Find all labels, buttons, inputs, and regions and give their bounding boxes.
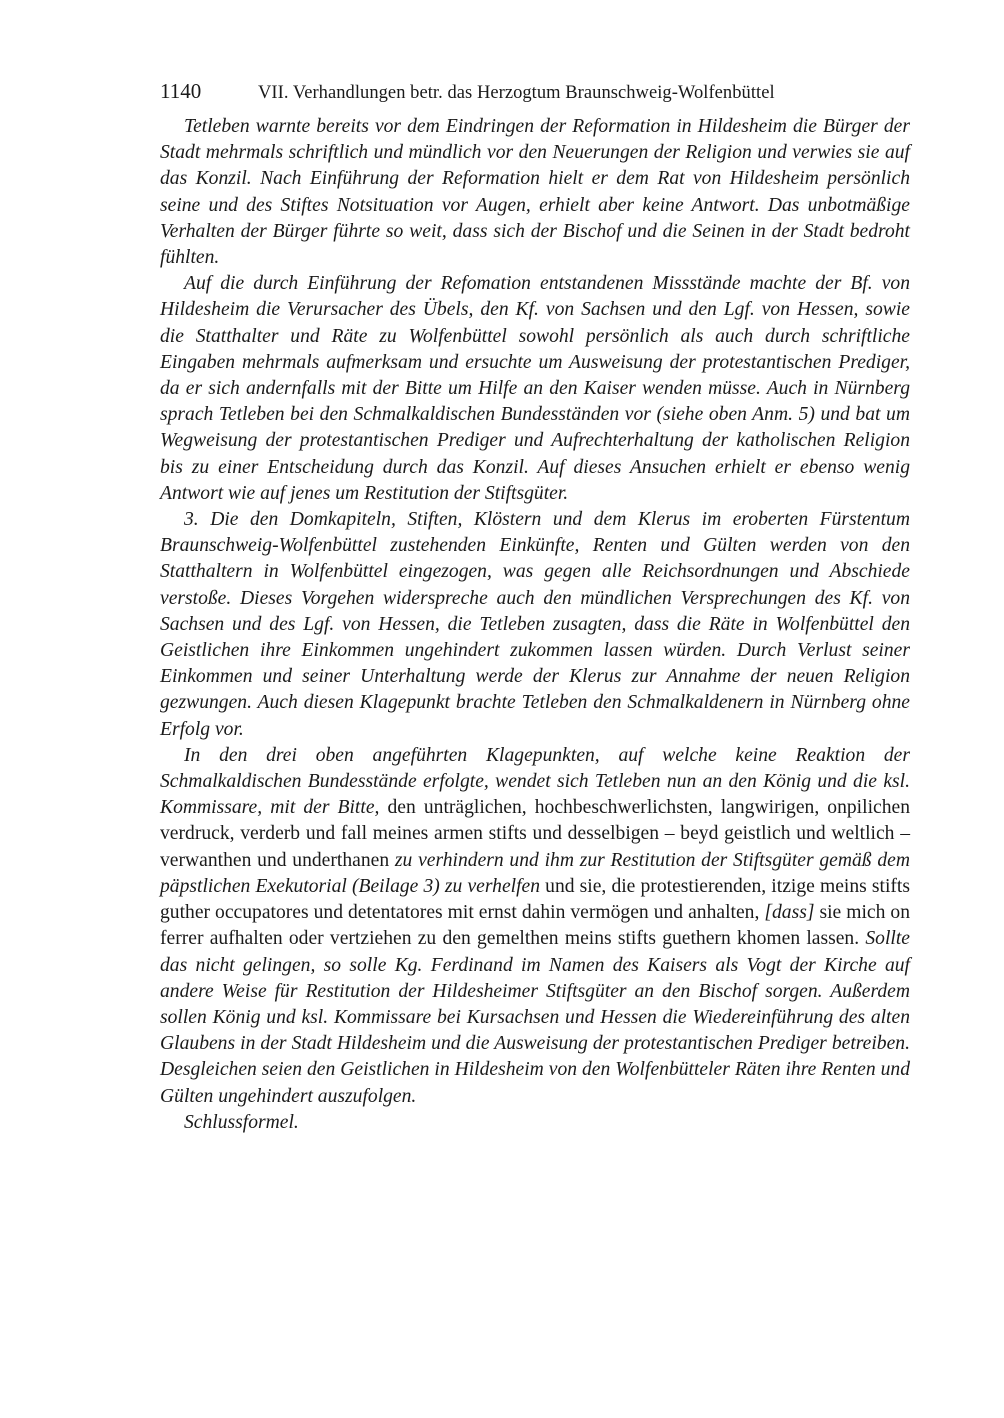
paragraph-4-editorial-insert: [dass] — [764, 902, 815, 924]
paragraph-2-text: Auf die durch Einführung der Refomation entstandenen Missstände machte der Bf. von Hildesheim die Verursacher des Übels, den Kf. von Sachsen und den Lgf. von Hessen, sowie die Statthalter und Räte zu Wolfenbüttel sowohl persönlich als auch durch schriftliche Eingaben mehrmals aufmerksam und ersuchte um Ausweisung der protestantischen Prediger, da er sich andernfalls mit der Bitte um Hilfe an den Kaiser wenden müsse. Auch in Nürnberg sprach Tetleben bei den Schmalkaldischen Bundesständen vor (siehe oben Anm. 5) und bat um Wegweisung der protestantischen Prediger und Aufrechterhaltung der katholischen Religion bis zu einer Entscheidung durch das Konzil. Auf dieses Ansuchen erhielt er ebenso wenig Antwort wie auf jenes um Restitution der Stiftsgüter. — [160, 273, 910, 504]
running-header — [160, 78, 910, 106]
paragraph-4 — [160, 743, 910, 1110]
paragraph-1-text: Tetleben warnte bereits vor dem Eindringen der Reformation in Hildesheim die Bürger der Stadt mehrmals schriftlich und mündlich vor den Neuerungen der Religion und verwies sie auf das Konzil. Nach Einführung der Reformation hielt er dem Rat von Hildesheim persönlich seine und des Stiftes Notsituation vor Augen, erhielt aber keine Antwort. Das unbotmäßige Verhalten der Bürger führte so weit, dass sich der Bischof und die Seinen in der Stadt bedroht fühlten. — [160, 116, 910, 269]
running-title: VII. Verhandlungen betr. das Herzogtum Braunschweig-Wolfenbüttel — [258, 83, 775, 103]
page-number: 1140 — [160, 79, 202, 103]
paragraph-4-quote-3: sie mich on ferrer aufhalten oder vertziehen zu den gemelthen meins stifts guethern khomen lassen. — [160, 902, 910, 950]
paragraph-4-summary-2: zu verhindern und ihm zur Restitution der Stiftsgüter gemäß dem päpstlichen Exekutorial (Beilage 3) zu verhelfen — [160, 849, 910, 897]
body-text — [160, 114, 910, 1136]
paragraph-3 — [160, 507, 910, 743]
paragraph-4-summary: In den drei oben angeführten Klagepunkten, auf welche keine Reaktion der Schmalkaldischen Bundesstände erfolgte, wendet sich Tetleben nun an den König und die ksl. Kommissare, mit der Bitte, — [160, 744, 910, 819]
paragraph-4-quote-2: und sie, die protestierenden, itzige meins stifts guther occupatores und detentatores mit ernst dahin vermögen und anhalten, — [160, 875, 910, 924]
paragraph-3-text: 3. Die den Domkapiteln, Stiften, Klöstern und dem Klerus im eroberten Fürstentum Braunschweig-Wolfenbüttel zustehenden Einkünfte, Renten und Gülten werden von den Statthaltern in Wolfenbüttel eingezogen, was gegen alle Reichsordnungen und Abschiede verstoße. Dieses Vorgehen widerspreche auch den mündlichen Versprechungen des Kf. von Sachsen und des Lgf. von Hessen, die Tetleben zusagten, dass die Räte in Wolfenbüttel den Geistlichen ihre Einkommen ungehindert zukommen lassen würden. Durch Verlust seiner Einkommen und seiner Unterhaltung werde der Klerus zur Annahme der neuen Religion gezwungen. Auch diesen Klagepunkt brachte Tetleben den Schmalkaldenern in Nürnberg ohne Erfolg vor. — [160, 509, 910, 740]
paragraph-2 — [160, 271, 910, 507]
paragraph-1 — [160, 114, 910, 271]
closing-formula: Schlussformel. — [184, 1111, 299, 1133]
paragraph-4-summary-3: Sollte das nicht gelingen, so solle Kg. Ferdinand im Namen des Kaisers als Vogt der Kirche auf andere Weise für Restitution der Hildesheimer Stiftsgüter an den Bischof sorgen. Außerdem sollen König und ksl. Kommissare bei Kursachsen und Hessen die Wiedereinführung des alten Glaubens in der Stadt Hildesheim und die Ausweisung der protestantischen Prediger betreiben. Desgleichen seien den Geistlichen in Hildesheim von den Wolfenbütteler Räten ihre Renten und Gülten ungehindert auszufolgen. — [160, 928, 910, 1107]
paragraph-4-quote-1: den unträglichen, hochbeschwerlichsten, langwirigen, onpilichen verdruck, verderb und fall meines armen stifts und desselbigen – beyd geistlich und weltlich – verwanthen und underthanen — [160, 797, 910, 871]
document-page — [160, 78, 910, 1136]
paragraph-5-closing — [160, 1110, 910, 1136]
